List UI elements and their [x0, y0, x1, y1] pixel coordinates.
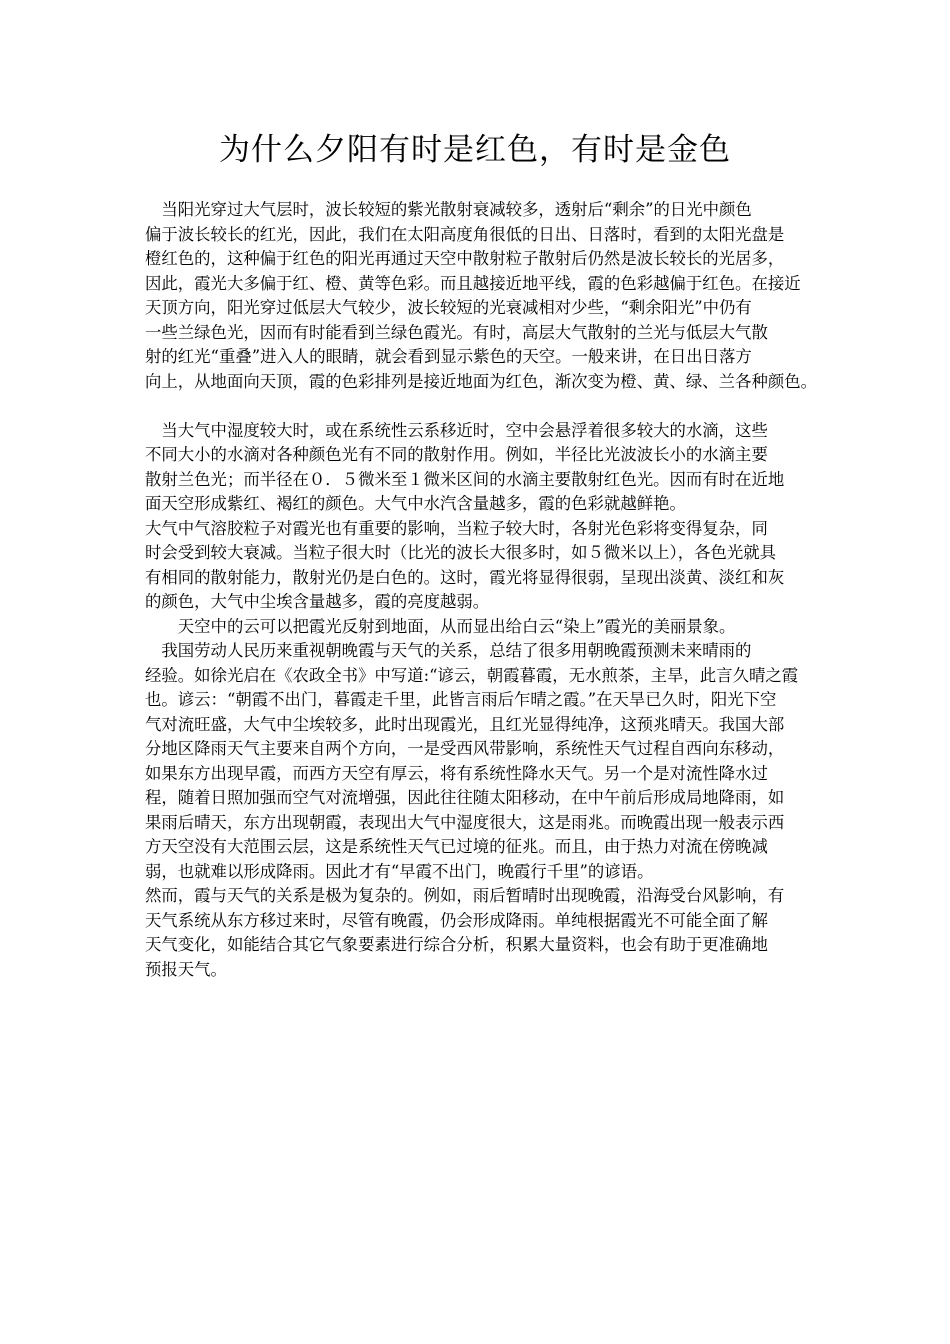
text-line: 如果东方出现早霞，而西方天空有厚云，将有系统性降水天气。另一个是对流性降水过 — [145, 763, 768, 783]
text-line: 天气变化，如能结合其它气象要素进行综合分析，积累大量资料，也会有助于更准确地 — [145, 935, 768, 954]
text-line: 天顶方向，阳光穿过低层大气较少，波长较短的光衰减相对少些，“剩余阳光”中仍有 — [145, 298, 752, 317]
text-line: 然而，霞与天气的关系是极为复杂的。例如，雨后暂晴时出现晚霞，沿海受台风影响，有 — [145, 886, 785, 905]
text-line: 橙红色的，这种偏于红色的阳光再通过天空中散射粒子散射后仍然是波长较长的光居多， — [145, 249, 785, 268]
text-line: 天气系统从东方移过来时，尽管有晚霞，仍会形成降雨。单纯根据霞光不可能全面了解 — [145, 910, 768, 930]
text-line: 果雨后晴天，东方出现朝霞，表现出大气中湿度很大，这是雨兆。而晚霞出现一般表示西 — [145, 812, 785, 832]
text-line: 射的红光“重叠”进入人的眼睛，就会看到显示紫色的天空。一般来讲，在日出日落方 — [145, 347, 752, 366]
text-line: 向上，从地面向天顶，霞的色彩排列是接近地面为红色，渐次变为橙、黄、绿、兰各种颜色。 — [145, 371, 818, 391]
document-body — [145, 198, 825, 982]
paragraph-gap — [145, 394, 825, 419]
text-line: 面天空形成紫红、褐红的颜色。大气中水汽含量越多，霞的色彩就越鲜艳。 — [145, 494, 686, 513]
text-line: 当阳光穿过大气层时，波长较短的紫光散射衰减较多，透射后“剩余”的日光中颜色 — [145, 200, 752, 219]
document-title: 为什么夕阳有时是红色，有时是金色 — [219, 132, 731, 168]
text-line: 的颜色，大气中尘埃含量越多，霞的亮度越弱。 — [145, 592, 490, 611]
text-line: 散射兰色光；而半径在０．５微米至１微米区间的水滴主要散射红色光。因而有时在近地 — [145, 469, 785, 489]
text-line: 有相同的散射能力，散射光仍是白色的。这时，霞光将显得很弱，呈现出淡黄、淡红和灰 — [145, 567, 785, 587]
text-line: 因此，霞光大多偏于红、橙、黄等色彩。而且越接近地平线，霞的色彩越偏于红色。在接近 — [145, 273, 801, 293]
text-line: 当大气中湿度较大时，或在系统性云系移近时，空中会悬浮着很多较大的水滴，这些 — [145, 420, 768, 440]
text-line: 天空中的云可以把霞光反射到地面，从而显出给白云“染上”霞光的美丽景象。 — [145, 616, 736, 636]
text-line: 预报天气。 — [145, 959, 227, 979]
text-line: 时会受到较大衰减。当粒子很大时（比光的波长大很多时，如５微米以上），各色光就具 — [145, 543, 777, 562]
text-line: 气对流旺盛，大气中尘埃较多，此时出现霞光，且红光显得纯净，这预兆晴天。我国大部 — [145, 714, 785, 734]
text-line: 大气中气溶胶粒子对霞光也有重要的影响，当粒子较大时，各射光色彩将变得复杂，同 — [145, 518, 768, 538]
text-line: 程，随着日照加强而空气对流增强，因此往往随太阳移动，在中午前后形成局地降雨，如 — [145, 788, 785, 807]
text-line: 也。谚云：“朝霞不出门，暮霞走千里，此皆言雨后乍晴之霞。”在天旱已久时，阳光下空 — [145, 690, 777, 709]
text-line: 不同大小的水滴对各种颜色光有不同的散射作用。例如，半径比光波波长小的水滴主要 — [145, 445, 768, 464]
text-line: 弱，也就难以形成降雨。因此才有“早霞不出门，晚霞行千里”的谚语。 — [145, 861, 654, 881]
text-line: 方天空没有大范围云层，这是系统性天气已过境的征兆。而且，由于热力对流在傍晚减 — [145, 837, 768, 856]
text-line: 我国劳动人民历来重视朝晚霞与天气的关系，总结了很多用朝晚霞预测未来晴雨的 — [145, 641, 752, 660]
text-line: 一些兰绿色光，因而有时能看到兰绿色霞光。有时，高层大气散射的兰光与低层大气散 — [145, 322, 768, 342]
text-line: 分地区降雨天气主要来自两个方向，一是受西风带影响，系统性天气过程自西向东移动， — [145, 739, 785, 758]
text-line: 经验。如徐光启在《农政全书》中写道:“谚云，朝霞暮霞，无水煎茶，主旱，此言久晴之霞 — [145, 665, 799, 685]
text-line: 偏于波长较长的红光，因此，我们在太阳高度角很低的日出、日落时，看到的太阳光盘是 — [145, 224, 785, 244]
